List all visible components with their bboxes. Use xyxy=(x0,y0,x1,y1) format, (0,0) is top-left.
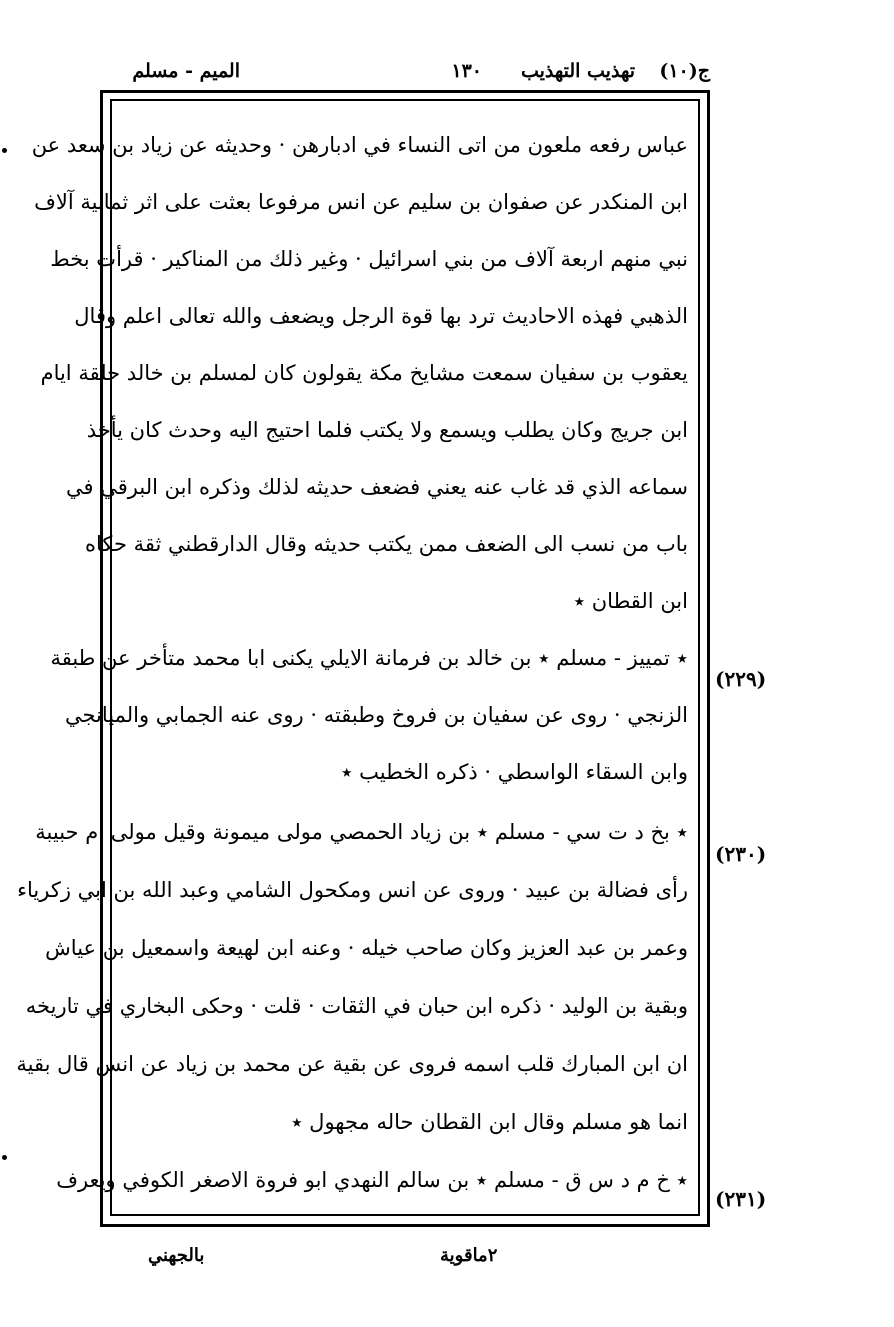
text-line: ابن المنكدر عن صفوان بن سليم عن انس مرفوعا بعثت على اثر ثمانية آلاف xyxy=(34,190,688,214)
text-line: ان ابن المبارك قلب اسمه فروى عن بقية عن محمد بن زياد عن انس قال بقية xyxy=(16,1052,688,1076)
book-title: تهذيب التهذيب xyxy=(520,60,635,82)
catchword-center: ٢ماقوية xyxy=(440,1245,498,1266)
entry-heading-line: ٭ خ م د س ق - مسلم ٭ بن سالم النهدي ابو فروة الاصغر الكوفي ويعرف xyxy=(56,1168,688,1192)
text-line: نبي منهم اربعة آلاف من بني اسرائيل · وغير ذلك من المناكير · قرأت بخط xyxy=(50,247,688,271)
margin-mark xyxy=(2,148,7,153)
text-line: سماعه الذي قد غاب عنه يعني فضعف حديثه لذلك وذكره ابن البرقي في xyxy=(66,475,688,499)
catchword-left: بالجهني xyxy=(148,1245,205,1266)
text-line: وعمر بن عبد العزيز وكان صاحب خيله · وعنه ابن لهيعة واسمعيل بن عياش xyxy=(45,936,688,960)
entry-number: (٢٢٩) xyxy=(715,667,767,691)
entry-number: (٢٣١) xyxy=(715,1187,767,1211)
page-number: ١٣٠ xyxy=(451,60,482,82)
text-line: يعقوب بن سفيان سمعت مشايخ مكة يقولون كان لمسلم بن خالد حلقة ايام xyxy=(40,361,688,385)
page-header xyxy=(110,60,710,92)
text-line: الذهبي فهذه الاحاديث ترد بها قوة الرجل ويضعف والله تعالى اعلم وقال xyxy=(74,304,688,328)
text-line: وابن السقاء الواسطي · ذكره الخطيب ٭ xyxy=(341,760,688,784)
text-line: باب من نسب الى الضعف ممن يكتب حديثه وقال الدارقطني ثقة حكاه xyxy=(84,532,688,556)
volume-number: ج(١٠) xyxy=(659,60,710,82)
text-line: رأى فضالة بن عبيد · وروى عن انس ومكحول الشامي وعبد الله بن ابي زكرياء xyxy=(17,878,688,902)
text-line: ابن جريج وكان يطلب ويسمع ولا يكتب فلما احتيج اليه وحدث كان يأخذ xyxy=(86,418,688,442)
entry-heading-line: ٭ بخ د ت سي - مسلم ٭ بن زياد الحمصي مولى ميمونة وقيل مولى ام حبيبة xyxy=(35,820,688,844)
text-line: عباس رفعه ملعون من اتى النساء في ادبارهن · وحديثه عن زياد بن سعد عن xyxy=(31,133,688,157)
page-footer xyxy=(0,1245,894,1275)
entry-heading-line: ٭ تمييز - مسلم ٭ بن خالد بن فرمانة الايلي يكنى ابا محمد متأخر عن طبقة xyxy=(50,646,688,670)
margin-mark xyxy=(2,1155,7,1160)
section-title: الميم - مسلم xyxy=(132,60,240,82)
text-line: الزنجي · روى عن سفيان بن فروخ وطبقته · روى عنه الجمابي والميانجي xyxy=(64,703,688,727)
text-line: انما هو مسلم وقال ابن القطان حاله مجهول ٭ xyxy=(291,1110,688,1134)
entry-number: (٢٣٠) xyxy=(715,842,767,866)
text-line: وبقية بن الوليد · ذكره ابن حبان في الثقات · قلت · وحكى البخاري في تاريخه xyxy=(25,994,688,1018)
text-line: ابن القطان ٭ xyxy=(573,589,688,613)
